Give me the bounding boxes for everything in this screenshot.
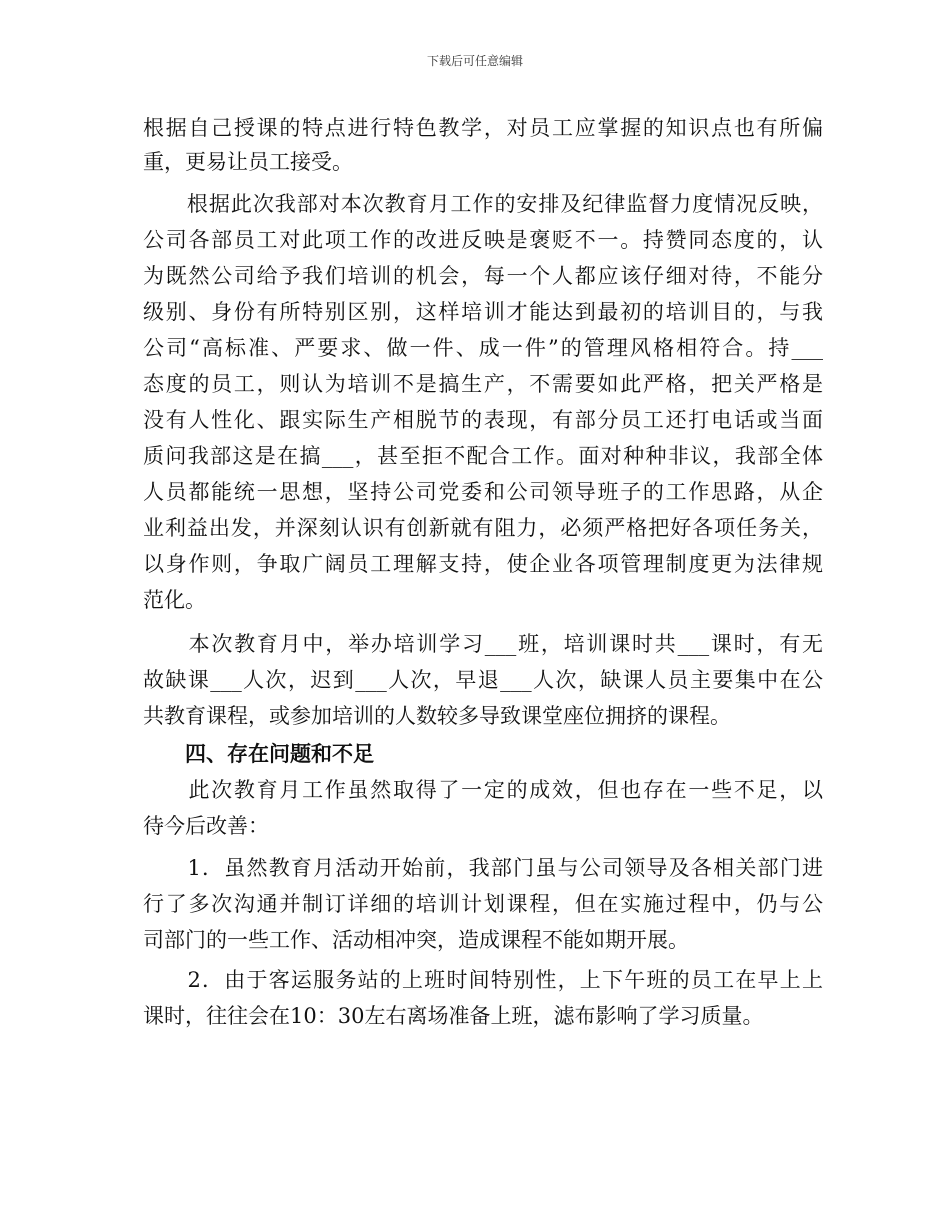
- section-heading: 四、存在问题和不足: [143, 741, 374, 766]
- paragraph-line: 本次教育月中，举办培训学习___班，培训课时共___课时，有无: [143, 632, 823, 656]
- paragraph-line: 质问我部这是在搞___，甚至拒不配合工作。面对种种非议，我部全体: [143, 444, 823, 468]
- paragraph-line: 以身作则，争取广阔员工理解支持，使企业各项管理制度更为法律规: [143, 552, 823, 576]
- paragraph-line: 级别、身份有所特别区别，这样培训才能达到最初的培训目的，与我: [143, 300, 823, 324]
- paragraph-line: 没有人性化、跟实际生产相脱节的表现，有部分员工还打电话或当面: [143, 408, 823, 432]
- page-header: 下载后可任意编辑: [426, 54, 523, 68]
- paragraph-line: 态度的员工，则认为培训不是搞生产，不需要如此严格，把关严格是: [143, 372, 823, 396]
- paragraph-line: 根据自己授课的特点进行特色教学，对员工应掌握的知识点也有所偏: [143, 116, 823, 140]
- list-item-line: 2．由于客运服务站的上班时间特别性，上下午班的员工在早上上: [143, 968, 823, 992]
- paragraph-line: 为既然公司给予我们培训的机会，每一个人都应该仔细对待，不能分: [143, 264, 823, 288]
- paragraph-line: 范化。: [143, 588, 206, 612]
- paragraph-line: 公司“高标准、严要求、做一件、成一件”的管理风格相符合。持___: [143, 336, 823, 360]
- list-item-line: 课时，往往会在10：30左右离场准备上班，滤布影响了学习质量。: [143, 1004, 764, 1028]
- list-item-line: 行了多次沟通并制订详细的培训计划课程，但在实施过程中，仍与公: [143, 892, 823, 916]
- paragraph-line: 公司各部员工对此项工作的改进反映是褒贬不一。持赞同态度的，认: [143, 228, 823, 252]
- paragraph-line: 故缺课___人次，迟到___人次，早退___人次，缺课人员主要集中在公: [143, 668, 823, 692]
- paragraph-line: 共教育课程，或参加培训的人数较多导致课堂座位拥挤的课程。: [143, 704, 731, 728]
- paragraph-line: 人员都能统一思想，坚持公司党委和公司领导班子的工作思路，从企: [143, 480, 823, 504]
- paragraph-line: 业利益出发，并深刻认识有创新就有阻力，必须严格把好各项任务关，: [143, 516, 823, 540]
- paragraph-line: 待今后改善：: [143, 814, 269, 838]
- paragraph-line: 此次教育月工作虽然取得了一定的成效，但也存在一些不足，以: [143, 778, 823, 802]
- list-item-line: 司部门的一些工作、活动相冲突，造成课程不能如期开展。: [143, 928, 689, 952]
- list-item-line: 1．虽然教育月活动开始前，我部门虽与公司领导及各相关部门进: [143, 856, 823, 880]
- paragraph-line: 重，更易让员工接受。: [143, 150, 353, 174]
- paragraph-line: 根据此次我部对本次教育月工作的安排及纪律监督力度情况反映，: [143, 192, 823, 216]
